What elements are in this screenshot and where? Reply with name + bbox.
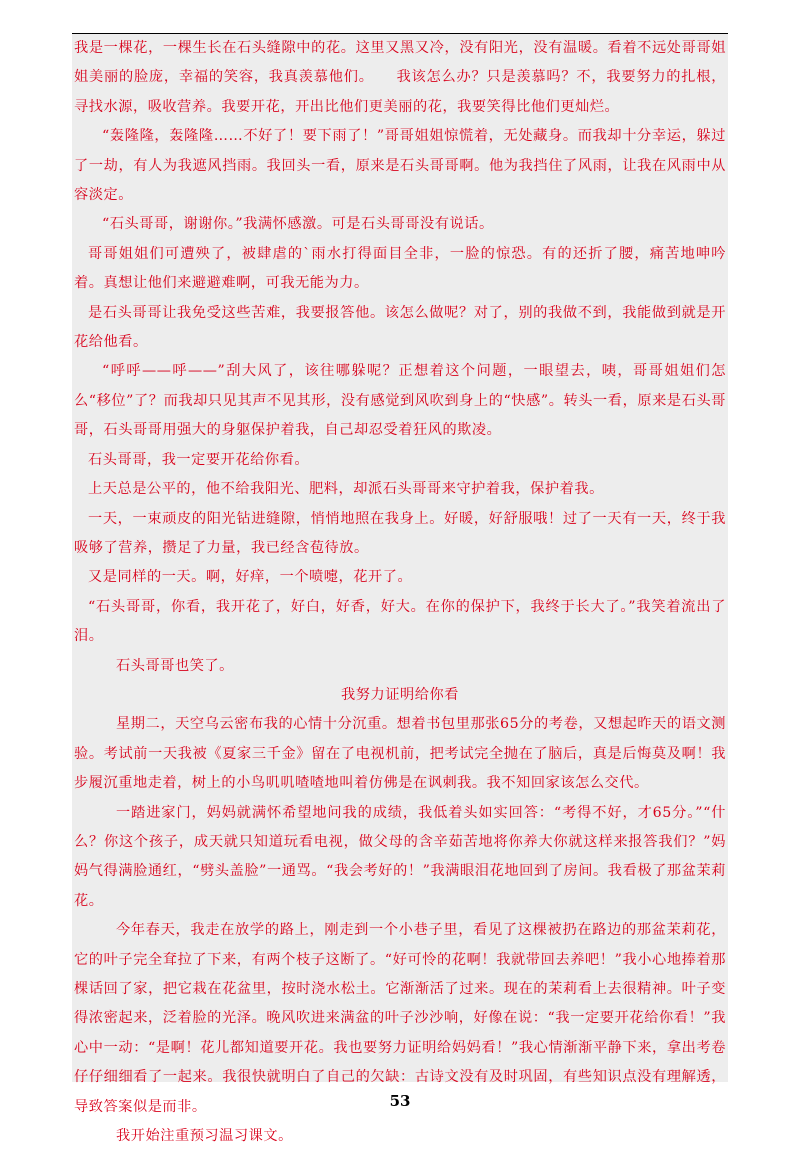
page-number: 53 xyxy=(389,1092,411,1110)
paragraph: 星期二，天空乌云密布我的心情十分沉重。想着书包里那张65分的考卷，又想起昨天的语文测验。考试前一天我被《夏家三千金》留在了电视机前，把考试完全抛在了脑后，真是后悔莫及啊！我步履沉重地走着，树上的小鸟叽叽喳喳地叫着仿佛是在讽刺我。我不知回家该怎么交代。 xyxy=(74,716,726,792)
paragraph: 我是一棵花，一棵生长在石头缝隙中的花。这里又黑又冷，没有阳光，没有温暖。看着不远处哥哥姐姐美丽的脸庞，幸福的笑容，我真羡慕他们。 我该怎么办？只是羡慕吗？不，我要努力的扎根，寻找水源，吸收营养。我要开花，开出比他们更美丽的花，我要笑得比他们更灿烂。 xyxy=(74,40,726,115)
essay-title: 我努力证明给你看 xyxy=(341,686,459,703)
paragraph: 上天总是公平的，他不给我阳光、肥料，却派石头哥哥来守护着我，保护着我。 xyxy=(88,481,604,498)
story-flower-in-rock xyxy=(74,34,726,681)
paragraph: 石头哥哥也笑了。 xyxy=(116,657,234,674)
story-prove-to-you xyxy=(74,681,726,1151)
paragraph: 我开始注重预习温习课文。 xyxy=(116,1128,293,1145)
paragraph: 石头哥哥，我一定要开花给你看。 xyxy=(88,451,310,468)
paragraph: 一天，一束顽皮的阳光钻进缝隙，悄悄地照在我身上。好暖，好舒服哦！过了一天有一天，终于我吸够了营养，攒足了力量，我已经含苞待放。 xyxy=(74,510,726,556)
paragraph: 又是同样的一天。啊，好痒，一个喷嚏，花开了。 xyxy=(88,569,413,586)
paragraph: “石头哥哥，你看，我开花了，好白，好香，好大。在你的保护下，我终于长大了。”我笑着流出了泪。 xyxy=(74,598,726,645)
paragraph: “轰隆隆，轰隆隆……不好了！要下雨了！”哥哥姐姐惊慌着，无处藏身。而我却十分幸运，躲过了一劫，有人为我遮风挡雨。我回头一看，原来是石头哥哥啊。他为我挡住了风雨，让我在风雨中从容淡定。 xyxy=(74,128,726,204)
paragraph: 哥哥姐姐们可遭殃了，被肆虐的`雨水打得面目全非，一脸的惊恐。有的还折了腰，痛苦地呻吟着。真想让他们来避避难啊，可我无能为力。 xyxy=(74,245,726,292)
paragraph: 是石头哥哥让我免受这些苦难，我要报答他。该怎么做呢？对了，别的我做不到，我能做到就是开花给他看。 xyxy=(74,304,726,351)
paragraph: 今年春天，我走在放学的路上，刚走到一个小巷子里，看见了这棵被扔在路边的那盆茉莉花，它的叶子完全耷拉了下来，有两个枝子这断了。“好可怜的花啊！我就带回去养吧！”我小心地捧着那棵话回了家，把它栽在花盆里，按时浇水松土。它渐渐活了过来。现在的茉莉看上去很精神。叶子变得浓密起来，泛着脸的光泽。晚风吹进来满盆的叶子沙沙响，好像在说：“我一定要开花给你看！”我心中一动：“是啊！花儿都知道要开花。我也要努力证明给妈妈看！”我心情渐渐平静下来，拿出考卷仔仔细细看了一起来。我很快就明白了自己的欠缺：古诗文没有及时巩固，有些知识点没有理解透，导致答案似是而非。 xyxy=(74,922,726,1115)
paragraph: 一踏进家门，妈妈就满怀希望地问我的成绩，我低着头如实回答：“考得不好，才65分。”“什么？你这个孩子，成天就只知道玩看电视，做父母的含辛茹苦地将你养大你就这样来报答我们？”妈妈气得满脸通红，“劈头盖脸”一通骂。“我会考好的！”我满眼泪花地回到了房间。我看极了那盆茉莉花。 xyxy=(74,804,726,909)
paragraph: “石头哥哥，谢谢你。”我满怀感激。可是石头哥哥没有说话。 xyxy=(102,216,494,233)
paragraph: “呼呼——呼——”刮大风了，该往哪躲呢？正想着这个问题，一眼望去，咦，哥哥姐姐们怎么“移位”了？而我却只见其声不见其形，没有感觉到风吹到身上的“快感”。转头一看，原来是石头哥哥，石头哥哥用强大的身躯保护着我，自己却忍受着狂风的欺凌。 xyxy=(74,363,726,439)
